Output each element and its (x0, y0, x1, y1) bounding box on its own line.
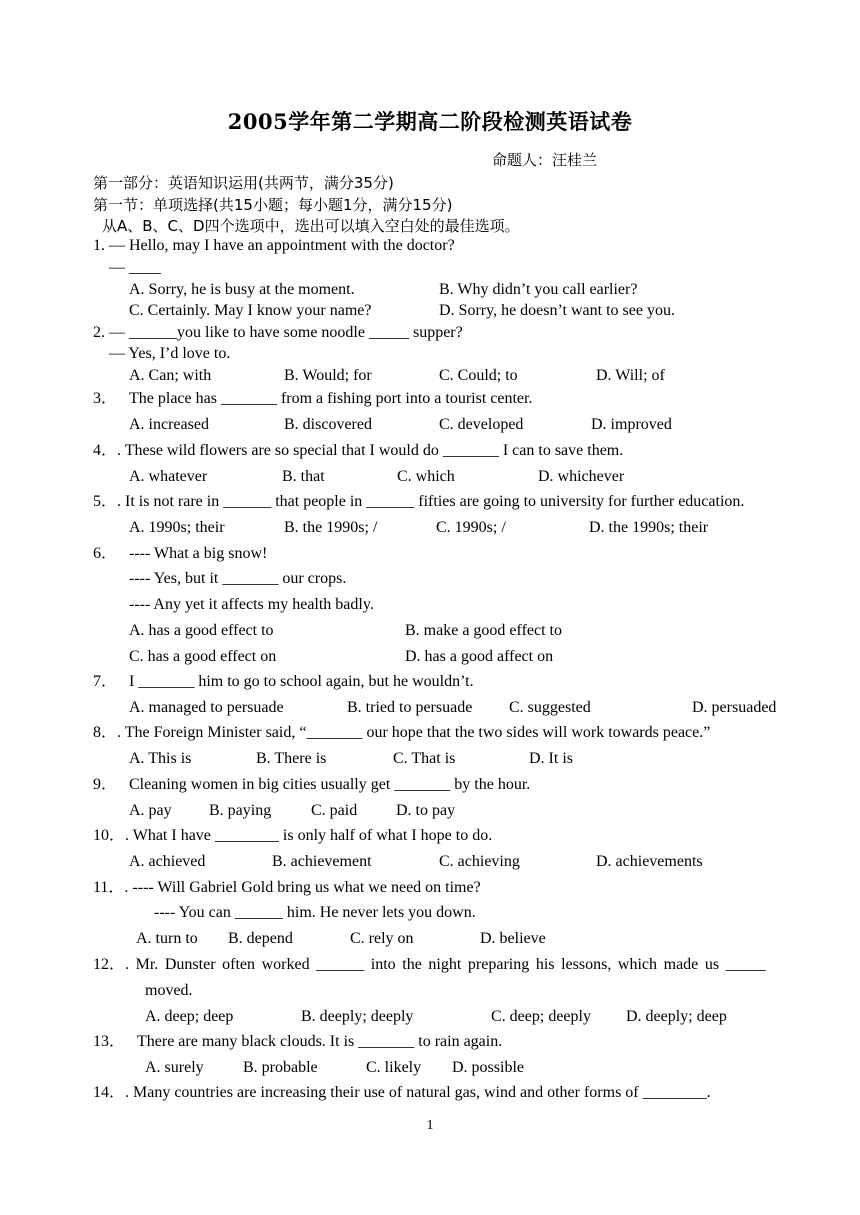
q12-option-d: D. deeply; deep (626, 1008, 727, 1025)
instruction: 从A、B、C、D四个选项中，选出可以填入空白处的最佳选项。 (102, 217, 520, 235)
q9-option-a: A. pay (129, 802, 172, 819)
q12-option-b: B. deeply; deeply (301, 1008, 414, 1025)
q8-option-a: A. This is (129, 750, 192, 767)
q5-stem: 5．. It is not rare in ______ that people in ______ fifties are going to university for further education. (93, 493, 745, 510)
q5-option-b: B. the 1990s; / (284, 519, 378, 536)
q8-option-c: C. That is (393, 750, 456, 767)
q3-stem: The place has _______ from a fishing port into a tourist center. (129, 390, 533, 407)
q2-option-d: D. Will; of (596, 367, 665, 384)
q6-option-d: D. has a good affect on (405, 648, 554, 665)
q11-option-b: B. depend (228, 930, 293, 947)
q6-option-c: C. has a good effect on (129, 648, 277, 665)
q1-option-c: C. Certainly. May I know your name? (129, 302, 372, 319)
q7-number: 7． (93, 673, 118, 690)
q7-option-b: B. tried to persuade (347, 699, 473, 716)
author-line: 命题人：汪桂兰 (492, 151, 598, 169)
q11-option-c: C. rely on (350, 930, 414, 947)
q13-stem: There are many black clouds. It is _______ to rain again. (137, 1033, 503, 1050)
q9-option-c: C. paid (311, 802, 358, 819)
q4-option-c: C. which (397, 468, 455, 485)
q9-option-b: B. paying (209, 802, 272, 819)
section-heading: 第一节：单项选择(共15小题；每小题1分，满分15分) (93, 196, 453, 214)
q3-option-b: B. discovered (284, 416, 372, 433)
q2-blank: ______ (129, 324, 177, 341)
q12-option-c: C. deep; deeply (491, 1008, 591, 1025)
q3-option-c: C. developed (439, 416, 524, 433)
q13-number: 13． (93, 1033, 126, 1050)
q2-stem-prefix: 2. — (93, 324, 129, 341)
q8-option-b: B. There is (256, 750, 327, 767)
q10-option-b: B. achievement (272, 853, 372, 870)
q2-stem-rest: you like to have some noodle _____ supper? (177, 324, 463, 341)
q10-option-a: A. achieved (129, 853, 206, 870)
q7-option-d: D. persuaded (692, 699, 777, 716)
q9-stem: Cleaning women in big cities usually get _______ by the hour. (129, 776, 531, 793)
q6-option-b: B. make a good effect to (405, 622, 562, 639)
q5-option-d: D. the 1990s; their (589, 519, 709, 536)
q11-stem: 11．. ---- Will Gabriel Gold bring us what we need on time? (93, 879, 481, 896)
q14-stem: 14．. Many countries are increasing their use of natural gas, wind and other forms of ________. (93, 1084, 711, 1101)
q4-option-b: B. that (282, 468, 325, 485)
q5-option-c: C. 1990s; / (436, 519, 506, 536)
q10-option-c: C. achieving (439, 853, 520, 870)
q10-option-d: D. achievements (596, 853, 703, 870)
q6-line-2: ---- Yes, but it _______ our crops. (129, 570, 347, 587)
q11-option-d: D. believe (480, 930, 546, 947)
q6-option-a: A. has a good effect to (129, 622, 274, 639)
q1-option-d: D. Sorry, he doesn’t want to see you. (439, 302, 675, 319)
q2-stem (93, 323, 463, 343)
q13-option-c: C. likely (366, 1059, 422, 1076)
q8-stem: 8．. The Foreign Minister said, “_______ our hope that the two sides will work towards peace.” (93, 724, 711, 741)
q2-option-a: A. Can; with (129, 367, 212, 384)
q3-option-d: D. improved (591, 416, 672, 433)
q7-stem: I _______ him to go to school again, but he wouldn’t. (129, 673, 474, 690)
q2-option-b: B. Would; for (284, 367, 372, 384)
q7-option-a: A. managed to persuade (129, 699, 284, 716)
q2-option-c: C. Could; to (439, 367, 518, 384)
q11-option-a: A. turn to (136, 930, 198, 947)
q11-line-2: ---- You can ______ him. He never lets you down. (154, 904, 476, 921)
q6-line-3: ---- Any yet it affects my health badly. (129, 596, 374, 613)
q9-number: 9． (93, 776, 118, 793)
exam-title: 2005学年第二学期高二阶段检测英语试卷 (227, 109, 633, 134)
q7-option-c: C. suggested (509, 699, 591, 716)
q1-stem: 1. — Hello, may I have an appointment with the doctor? (93, 237, 455, 254)
q6-number: 6． (93, 545, 118, 562)
q8-option-d: D. It is (529, 750, 573, 767)
q13-option-b: B. probable (243, 1059, 318, 1076)
q4-stem: 4．. These wild flowers are so special that I would do _______ I can to save them. (93, 442, 624, 459)
part-heading: 第一部分：英语知识运用(共两节，满分35分) (93, 174, 394, 192)
q13-option-d: D. possible (452, 1059, 524, 1076)
q9-option-d: D. to pay (396, 802, 456, 819)
q6-line-1: ---- What a big snow! (129, 545, 268, 562)
q13-option-a: A. surely (145, 1059, 204, 1076)
page-number: 1 (426, 1118, 434, 1133)
q1-option-a: A. Sorry, he is busy at the moment. (129, 281, 355, 298)
q1-option-b: B. Why didn’t you call earlier? (439, 281, 638, 298)
q2-reply: — Yes, I’d love to. (109, 345, 231, 362)
q3-number: 3． (93, 390, 118, 407)
q1-reply: — ____ (109, 259, 161, 276)
q3-option-a: A. increased (129, 416, 209, 433)
q12-option-a: A. deep; deep (145, 1008, 234, 1025)
q10-stem: 10．. What I have ________ is only half of what I hope to do. (93, 827, 493, 844)
q4-option-a: A. whatever (129, 468, 208, 485)
q12-continuation: moved. (145, 982, 193, 999)
q4-option-d: D. whichever (538, 468, 625, 485)
q12-stem: 12．. Mr. Dunster often worked ______ into the night preparing his lessons, which made us _____ (93, 956, 766, 973)
q5-option-a: A. 1990s; their (129, 519, 225, 536)
